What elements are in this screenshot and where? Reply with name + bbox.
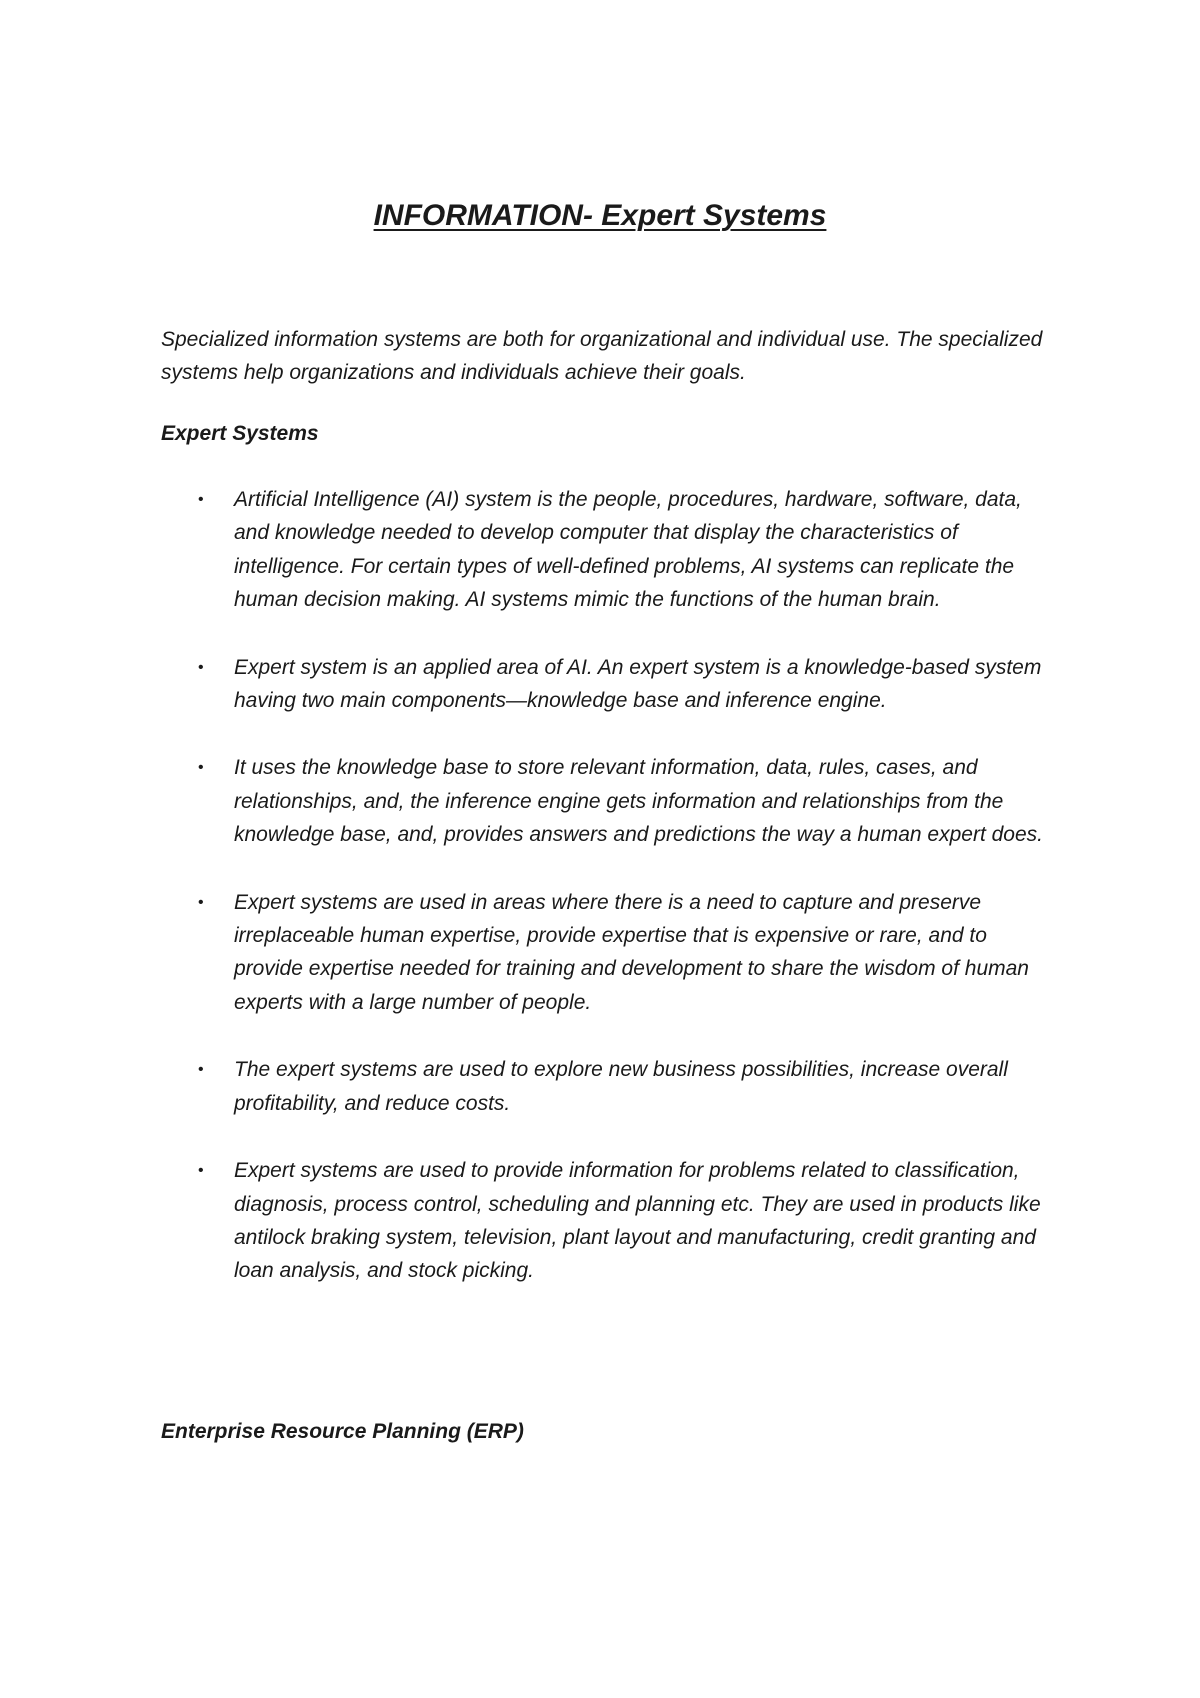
list-item bbox=[0, 751, 1060, 851]
list-item bbox=[0, 651, 1060, 718]
list-item-text: Artificial Intelligence (AI) system is the people, procedures, hardware, software, data, and knowledge needed to develop computer that display the characteristics of intelligence. For certain types of well-defined problems, AI systems can replicate the human decision making. AI systems mimic the functions of the human brain. bbox=[234, 488, 1022, 612]
section-heading-expert-systems: Expert Systems bbox=[161, 422, 319, 445]
list-item-text: Expert system is an applied area of AI. An expert system is a knowledge-based system having two main components—knowledge base and inference engine. bbox=[234, 655, 1042, 713]
section-heading-erp: Enterprise Resource Planning (ERP) bbox=[161, 1420, 524, 1443]
list-item bbox=[0, 886, 1060, 1020]
bullet-icon: • bbox=[198, 1061, 204, 1079]
list-item bbox=[0, 1053, 1060, 1120]
list-item bbox=[0, 483, 1060, 617]
list-item-text: Expert systems are used to provide information for problems related to classification, diagnosis, process control, scheduling and planning etc. They are used in products like antilock braking system, television, plant layout and manufacturing, credit granting and loan analysis, and stock picking. bbox=[234, 1159, 1041, 1283]
list-item-text: It uses the knowledge base to store relevant information, data, rules, cases, and relationships, and, the inference engine gets information and relationships from the knowledge base, and, provides answers and predictions the way a human expert does. bbox=[234, 756, 1043, 847]
bullet-icon: • bbox=[198, 759, 204, 777]
list-item-text: The expert systems are used to explore new business possibilities, increase overall profitability, and reduce costs. bbox=[234, 1058, 1008, 1115]
bullet-icon: • bbox=[198, 491, 204, 508]
bullet-icon: • bbox=[198, 893, 204, 911]
intro-paragraph: Specialized information systems are both for organizational and individual use. The specialized systems help organizations and individuals achieve their goals. bbox=[161, 328, 1043, 384]
bullet-list bbox=[0, 483, 1200, 1322]
bullet-icon: • bbox=[198, 658, 204, 676]
page-title: INFORMATION- Expert Systems bbox=[373, 199, 827, 232]
list-item-text: Expert systems are used in areas where there is a need to capture and preserve irreplaceable human expertise, provide expertise that is expensive or rare, and to provide expertise needed for training and development to share the wisdom of human experts with a large number of people. bbox=[234, 890, 1029, 1014]
bullet-icon: • bbox=[198, 1162, 204, 1180]
list-item bbox=[0, 1154, 1060, 1288]
